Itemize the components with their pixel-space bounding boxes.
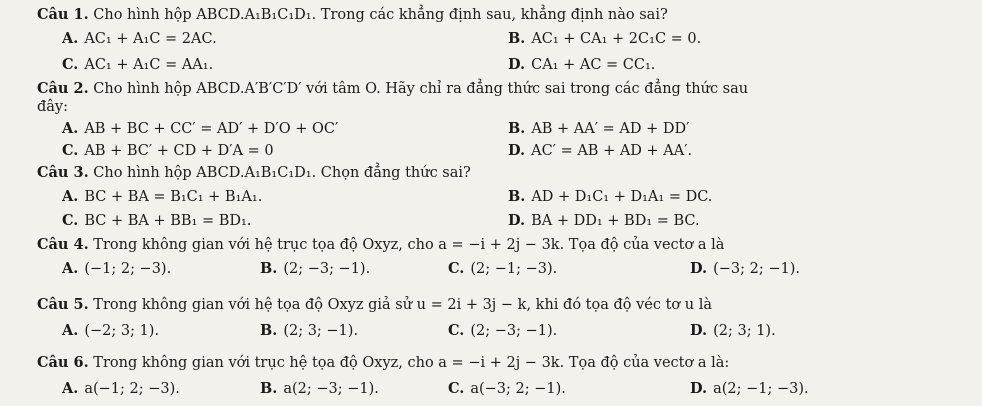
q6-option-d-text: a(2; −1; −3). [713, 381, 809, 397]
q3-option-b[interactable] [508, 188, 712, 206]
q6-option-d-label: D. [690, 380, 708, 397]
q2-option-c[interactable] [62, 142, 274, 160]
q5-option-b-label: B. [260, 322, 278, 339]
q4-option-a-label: A. [62, 260, 79, 277]
q5-stem [37, 296, 712, 314]
q4-option-d-label: D. [690, 260, 708, 277]
q2-option-a-label: A. [62, 120, 79, 137]
q3-option-a-label: A. [62, 188, 79, 205]
q3-text: Cho hình hộp ABCD.A₁B₁C₁D₁. Chọn đẳng thức sai? [93, 165, 471, 181]
q6-option-c-label: C. [448, 380, 465, 397]
q1-option-c[interactable] [62, 56, 213, 74]
q6-option-b-label: B. [260, 380, 278, 397]
q5-option-c-label: C. [448, 322, 465, 339]
q3-option-b-text: AD + D₁C₁ + D₁A₁ = DC. [531, 189, 713, 205]
q2-option-c-label: C. [62, 142, 79, 159]
q1-option-b-text: AC₁ + CA₁ + 2C₁C = 0. [531, 31, 702, 47]
q5-option-a[interactable] [62, 322, 159, 340]
q1-label: Câu 1. [37, 6, 89, 23]
q6-label: Câu 6. [37, 354, 89, 371]
q6-option-c[interactable] [448, 380, 566, 398]
q4-option-a[interactable] [62, 260, 171, 278]
q5-option-d-text: (2; 3; 1). [713, 323, 776, 339]
q6-stem [37, 354, 729, 372]
q3-label: Câu 3. [37, 164, 89, 181]
q1-option-b[interactable] [508, 30, 701, 48]
q4-option-b[interactable] [260, 260, 370, 278]
q6-option-b-text: a(2; −3; −1). [283, 381, 379, 397]
q5-option-c[interactable] [448, 322, 557, 340]
q1-option-a-label: A. [62, 30, 79, 47]
q2-option-a-text: AB + BC + CC′ = AD′ + D′O + OC′ [84, 121, 339, 137]
q5-option-b[interactable] [260, 322, 358, 340]
q3-option-b-label: B. [508, 188, 526, 205]
q2-option-b-text: AB + AA′ = AD + DD′ [531, 121, 690, 137]
q4-option-c[interactable] [448, 260, 557, 278]
q3-option-d[interactable] [508, 212, 700, 230]
q2-option-d-label: D. [508, 142, 526, 159]
q6-option-b[interactable] [260, 380, 379, 398]
q5-option-d[interactable] [690, 322, 776, 340]
q6-option-a-label: A. [62, 380, 79, 397]
q2-stem [37, 80, 748, 98]
q3-option-d-text: BA + DD₁ + BD₁ = BC. [531, 213, 700, 229]
q2-option-b[interactable] [508, 120, 689, 138]
q1-option-b-label: B. [508, 30, 526, 47]
q5-option-a-text: (−2; 3; 1). [84, 323, 160, 339]
q5-label: Câu 5. [37, 296, 89, 313]
q3-option-c-label: C. [62, 212, 79, 229]
q5-option-c-text: (2; −3; −1). [470, 323, 558, 339]
q3-option-c[interactable] [62, 212, 251, 230]
q5-option-d-label: D. [690, 322, 708, 339]
q2-option-d[interactable] [508, 142, 692, 160]
q1-stem [37, 6, 668, 24]
q4-label: Câu 4. [37, 236, 89, 253]
q6-text: Trong không gian với trục hệ tọa độ Oxyz, cho a = −i + 2j − 3k. Tọa độ của vectơ a là: [93, 355, 730, 371]
q2-option-d-text: AC′ = AB + AD + AA′. [531, 143, 693, 159]
q1-option-a-text: AC₁ + A₁C = 2AC. [84, 31, 217, 47]
q3-option-d-label: D. [508, 212, 526, 229]
q6-option-c-text: a(−3; 2; −1). [470, 381, 566, 397]
q1-option-d[interactable] [508, 56, 655, 74]
q3-stem [37, 164, 471, 182]
q1-option-c-label: C. [62, 56, 79, 73]
q3-option-c-text: BC + BA + BB₁ = BD₁. [84, 213, 252, 229]
q6-option-d[interactable] [690, 380, 809, 398]
q1-option-a[interactable] [62, 30, 217, 48]
q4-option-d-text: (−3; 2; −1). [713, 261, 800, 277]
q4-option-b-label: B. [260, 260, 278, 277]
q1-option-d-label: D. [508, 56, 526, 73]
q6-option-a[interactable] [62, 380, 180, 398]
q2-option-a[interactable] [62, 120, 338, 138]
q1-option-c-text: AC₁ + A₁C = AA₁. [84, 57, 214, 73]
q4-option-d[interactable] [690, 260, 800, 278]
q3-option-a-text: BC + BA = B₁C₁ + B₁A₁. [84, 189, 263, 205]
q5-text: Trong không gian với hệ tọa độ Oxyz giả sử u = 2i + 3j − k, khi đó tọa độ véc tơ u là [93, 297, 712, 313]
q2-text: Cho hình hộp ABCD.A′B′C′D′ với tâm O. Hãy chỉ ra đẳng thức sai trong các đẳng thức sau [93, 81, 749, 97]
q4-option-b-text: (2; −3; −1). [283, 261, 371, 277]
q4-text: Trong không gian với hệ trục tọa độ Oxyz, cho a = −i + 2j − 3k. Tọa độ của vectơ a là [93, 237, 725, 253]
q4-option-a-text: (−1; 2; −3). [84, 261, 172, 277]
q2-option-b-label: B. [508, 120, 526, 137]
q4-stem [37, 236, 724, 254]
q5-option-a-label: A. [62, 322, 79, 339]
q4-option-c-text: (2; −1; −3). [470, 261, 558, 277]
q1-text: Cho hình hộp ABCD.A₁B₁C₁D₁. Trong các khẳng định sau, khẳng định nào sai? [93, 7, 668, 23]
q2-label: Câu 2. [37, 80, 89, 97]
q5-option-b-text: (2; 3; −1). [283, 323, 359, 339]
q2-option-c-text: AB + BC′ + CD + D′A = 0 [84, 143, 274, 159]
q2-stem-cont: đây: [37, 99, 69, 115]
q4-option-c-label: C. [448, 260, 465, 277]
q6-option-a-text: a(−1; 2; −3). [84, 381, 180, 397]
q1-option-d-text: CA₁ + AC = CC₁. [531, 57, 656, 73]
q3-option-a[interactable] [62, 188, 262, 206]
